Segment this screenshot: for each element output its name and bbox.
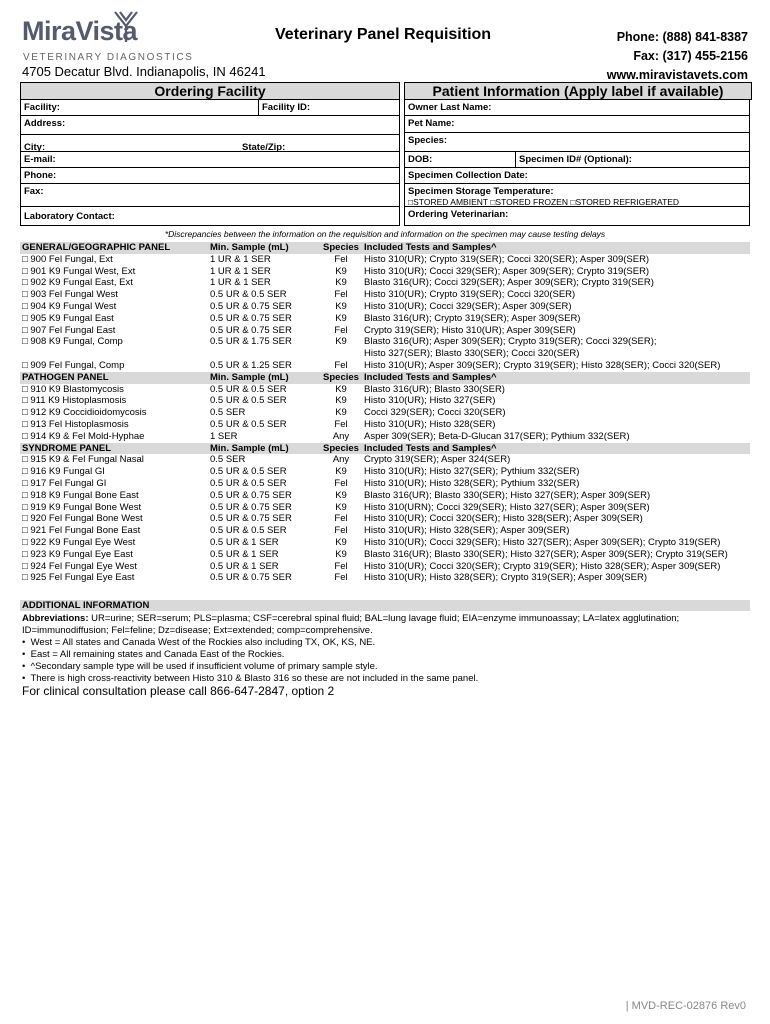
included-tests: Histo 310(UR); Histo 327(SER); Pythium 332(SER)	[364, 466, 580, 478]
species: Fel	[334, 289, 348, 301]
panel-option[interactable]: □ 919 K9 Fungal Bone West	[22, 501, 142, 513]
table-row	[20, 360, 750, 372]
panel-option[interactable]: □ 913 Fel Histoplasmosis	[22, 418, 129, 430]
min-sample: 1 UR & 1 SER	[210, 265, 271, 277]
table-row	[20, 348, 750, 360]
panel-option[interactable]: □ 901 K9 Fungal West, Ext	[22, 265, 136, 277]
min-sample: 0.5 UR & 0.5 SER	[210, 477, 287, 489]
species: Fel	[334, 253, 348, 265]
species	[318, 348, 362, 360]
min-sample: 0.5 UR & 1 SER	[210, 548, 279, 560]
bullet-text: East = All remaining states and Canada East of the Rockies.	[30, 649, 285, 660]
facility-field[interactable]: Facility:	[20, 99, 259, 116]
included-tests: Histo 310(UR); Cocci 329(SER); Asper 309(SER)	[364, 300, 572, 312]
panel-name-header: GENERAL/GEOGRAPHIC PANEL	[20, 242, 208, 254]
logo-mark-icon	[113, 10, 139, 44]
table-row	[20, 572, 750, 584]
state-zip-field[interactable]: State/Zip:	[242, 142, 286, 153]
min-sample: 1 SER	[210, 430, 238, 442]
panel-option[interactable]: □ 921 Fel Fungal Bone East	[22, 525, 141, 537]
species: K9	[335, 300, 347, 312]
included-tests: Blasto 316(UR); Blasto 330(SER); Histo 327(SER); Asper 309(SER)	[364, 489, 651, 501]
panel-option[interactable]: □ 911 K9 Histoplasmosis	[22, 395, 127, 407]
included-tests: Blasto 316(UR); Blasto 330(SER)	[364, 383, 505, 395]
city-state-row	[20, 134, 400, 152]
table-row	[20, 277, 750, 289]
page-title: Veterinary Panel Requisition	[275, 26, 492, 43]
included-tests-header: Included Tests and Samples^	[362, 372, 750, 384]
species: Fel	[334, 513, 348, 525]
panel-name-header: SYNDROME PANEL	[20, 443, 208, 455]
phone-text: Phone: (888) 841-8387	[616, 30, 748, 44]
species-header: Species	[318, 372, 362, 384]
table-row	[20, 513, 750, 525]
bullet-item: • East = All remaining states and Canada East of the Rockies.	[22, 649, 285, 660]
included-tests: Histo 310(UR); Histo 328(SER); Pythium 332(SER)	[364, 477, 580, 489]
storage-options[interactable]: □STORED AMBIENT □STORED FROZEN □STORED REFRIGERATED	[408, 197, 680, 207]
species: Fel	[334, 324, 348, 336]
table-row	[20, 502, 750, 514]
panel-option[interactable]: □ 915 K9 & Fel Fungal Nasal	[22, 454, 144, 466]
min-sample: 0.5 UR & 0.75 SER	[210, 312, 292, 324]
min-sample-header: Min. Sample (mL)	[208, 242, 318, 254]
bullet-text: There is high cross-reactivity between Histo 310 & Blasto 316 so these are not included in the same panel.	[30, 673, 479, 684]
website-link[interactable]: www.miravistavets.com	[606, 68, 748, 82]
species-field[interactable]: Species:	[404, 132, 750, 152]
species: K9	[335, 466, 347, 478]
species: K9	[335, 407, 347, 419]
panel-option[interactable]: □ 912 K9 Coccidioidomycosis	[22, 407, 147, 419]
panel-option	[20, 348, 208, 360]
additional-info-heading: ADDITIONAL INFORMATION	[20, 600, 750, 611]
panel-option[interactable]: □ 924 Fel Fungal Eye West	[22, 560, 137, 572]
min-sample: 0.5 UR & 0.5 SER	[210, 418, 287, 430]
logo-subtitle: VETERINARY DIAGNOSTICS	[23, 52, 194, 63]
bullet-text: West = All states and Canada West of the Rockies also including TX, OK, KS, NE.	[30, 637, 376, 648]
facility-id-field[interactable]: Facility ID:	[258, 99, 400, 116]
panel-option[interactable]: □ 902 K9 Fungal East, Ext	[22, 277, 133, 289]
included-tests: Histo 327(SER); Blasto 330(SER); Cocci 320(SER)	[364, 348, 580, 360]
dob-field[interactable]: DOB:	[404, 151, 516, 168]
bullet-item: • There is high cross-reactivity between Histo 310 & Blasto 316 so these are not included in the same panel.	[22, 673, 479, 684]
min-sample-header: Min. Sample (mL)	[208, 443, 318, 455]
min-sample: 0.5 UR & 1.25 SER	[210, 359, 292, 371]
abbreviations-text	[22, 613, 748, 625]
collection-date-field[interactable]: Specimen Collection Date:	[404, 167, 750, 184]
included-tests: Histo 310(UR); Cocci 320(SER); Crypto 319(SER); Histo 328(SER); Asper 309(SER)	[364, 560, 721, 572]
form-id-footer: | MVD-REC-02876 Rev0	[625, 1000, 746, 1012]
panel-option[interactable]: □ 914 K9 & Fel Mold-Hyphae	[22, 430, 145, 442]
abbreviations-body: UR=urine; SER=serum; PLS=plasma; CSF=cerebral spinal fluid; BAL=lung lavage fluid; EIA=enzyme immunoassay; LA=latex agglutination;	[88, 613, 680, 624]
species: K9	[335, 489, 347, 501]
species: Fel	[334, 359, 348, 371]
panel-option[interactable]: □ 907 Fel Fungal East	[22, 324, 116, 336]
table-row	[20, 490, 750, 502]
table-row	[20, 407, 750, 419]
min-sample: 1 UR & 1 SER	[210, 277, 271, 289]
min-sample: 0.5 UR & 0.5 SER	[210, 395, 287, 407]
species-header: Species	[318, 443, 362, 455]
ordering-facility-heading: Ordering Facility	[20, 82, 400, 100]
contact-block	[607, 28, 748, 85]
phone-field[interactable]: Phone:	[20, 167, 400, 184]
bullet-text: ^Secondary sample type will be used if insufficient volume of primary sample style.	[30, 661, 378, 672]
included-tests: Histo 310(UR); Crypto 319(SER); Cocci 320(SER)	[364, 289, 576, 301]
owner-name-field[interactable]: Owner Last Name:	[404, 99, 750, 116]
table-row	[20, 478, 750, 490]
panel-option[interactable]: □ 905 K9 Fungal East	[22, 312, 114, 324]
panel-option[interactable]: □ 922 K9 Fungal Eye West	[22, 536, 136, 548]
specimen-id-field[interactable]: Specimen ID# (Optional):	[515, 151, 750, 168]
table-row	[20, 301, 750, 313]
min-sample: 0.5 UR & 0.5 SER	[210, 383, 287, 395]
species: K9	[335, 501, 347, 513]
included-tests: Blasto 316(UR); Crypto 319(SER); Asper 309(SER)	[364, 312, 581, 324]
table-row	[20, 431, 750, 443]
table-row	[20, 325, 750, 337]
min-sample: 1 UR & 1 SER	[210, 253, 271, 265]
abbreviations-label: Abbreviations:	[22, 613, 89, 624]
included-tests: Blasto 316(UR); Cocci 329(SER); Asper 309(SER); Crypto 319(SER)	[364, 277, 654, 289]
abbreviations-text-2: ID=immunodiffusion; Fel=feline; Dz=disease; Ext=extended; comp=comprehensive.	[22, 625, 373, 636]
included-tests: Histo 310(UR); Cocci 329(SER); Asper 309(SER); Crypto 319(SER)	[364, 265, 650, 277]
species: K9	[335, 536, 347, 548]
included-tests-header: Included Tests and Samples^	[362, 242, 750, 254]
storage-field	[404, 183, 750, 207]
fax-field[interactable]: Fax:	[20, 183, 400, 207]
species: K9	[335, 383, 347, 395]
included-tests: Cocci 329(SER); Cocci 320(SER)	[364, 407, 506, 419]
included-tests: Blasto 316(UR); Asper 309(SER); Crypto 319(SER); Cocci 329(SER);	[364, 336, 657, 348]
panel-option[interactable]: □ 920 Fel Fungal Bone West	[22, 513, 143, 525]
min-sample: 0.5 UR & 0.75 SER	[210, 513, 292, 525]
included-tests: Histo 310(UR); Cocci 320(SER); Histo 328(SER); Asper 309(SER)	[364, 513, 643, 525]
species: K9	[335, 336, 347, 348]
species: Fel	[334, 572, 348, 584]
panel-option[interactable]: □ 917 Fel Fungal GI	[22, 477, 107, 489]
table-row	[20, 561, 750, 573]
min-sample: 0.5 UR & 1 SER	[210, 560, 279, 572]
panel-option[interactable]: □ 903 Fel Fungal West	[22, 289, 118, 301]
species: K9	[335, 277, 347, 289]
included-tests: Histo 310(UR); Cocci 329(SER); Histo 327(SER); Asper 309(SER); Crypto 319(SER)	[364, 536, 721, 548]
storage-label: Specimen Storage Temperature:	[408, 186, 554, 197]
species: K9	[335, 312, 347, 324]
lab-address: 4705 Decatur Blvd. Indianapolis, IN 46241	[22, 64, 266, 79]
patient-info-heading: Patient Information (Apply label if available)	[404, 82, 752, 100]
min-sample: 0.5 UR & 0.5 SER	[210, 466, 287, 478]
table-row	[20, 525, 750, 537]
panel-option[interactable]: □ 900 Fel Fungal, Ext	[22, 253, 113, 265]
included-tests-header: Included Tests and Samples^	[362, 443, 750, 455]
included-tests: Blasto 316(UR); Blasto 330(SER); Histo 327(SER); Asper 309(SER); Crypto 319(SER)	[364, 548, 728, 560]
table-row	[20, 313, 750, 325]
species-header: Species	[318, 242, 362, 254]
included-tests: Histo 310(UR); Histo 328(SER); Crypto 319(SER); Asper 309(SER)	[364, 572, 647, 584]
included-tests: Histo 310(UR); Histo 328(SER)	[364, 418, 496, 430]
included-tests: Crypto 319(SER); Asper 324(SER)	[364, 454, 511, 466]
species: K9	[335, 548, 347, 560]
min-sample: 0.5 UR & 0.75 SER	[210, 572, 292, 584]
table-row	[20, 336, 750, 348]
species: Fel	[334, 477, 348, 489]
species: Any	[332, 454, 350, 466]
ordering-vet-field[interactable]: Ordering Veterinarian:	[404, 206, 750, 226]
disclaimer-note: *Discrepancies between the information on the requisition and information on the specimen may cause testing delays	[164, 229, 606, 239]
logo-wordmark: MiraVista	[22, 16, 138, 46]
included-tests: Histo 310(UR); Histo 327(SER)	[364, 395, 496, 407]
species: Fel	[334, 560, 348, 572]
panel-option[interactable]: □ 923 K9 Fungal Eye East	[22, 548, 133, 560]
pet-name-field[interactable]: Pet Name:	[404, 115, 750, 133]
included-tests: Histo 310(UR); Histo 328(SER); Asper 309(SER)	[364, 525, 570, 537]
table-row	[20, 266, 750, 278]
species: Any	[332, 430, 350, 442]
table-row	[20, 289, 750, 301]
min-sample-header: Min. Sample (mL)	[208, 372, 318, 384]
species: K9	[335, 395, 347, 407]
species: K9	[335, 265, 347, 277]
included-tests: Histo 310(UR); Crypto 319(SER); Cocci 320(SER); Asper 309(SER)	[364, 253, 650, 265]
min-sample: 0.5 UR & 0.5 SER	[210, 525, 287, 537]
fax-text: Fax: (317) 455-2156	[633, 49, 748, 63]
min-sample	[208, 348, 318, 360]
bullet-item: • ^Secondary sample type will be used if insufficient volume of primary sample style.	[22, 661, 378, 672]
min-sample: 0.5 UR & 0.75 SER	[210, 489, 292, 501]
table-row	[20, 395, 750, 407]
lab-contact-field[interactable]: Laboratory Contact:	[20, 206, 400, 226]
panel-option[interactable]: □ 908 K9 Fungal, Comp	[22, 336, 123, 348]
consultation-line: For clinical consultation please call 866-647-2847, option 2	[22, 684, 335, 698]
min-sample: 0.5 SER	[210, 407, 246, 419]
panel-option[interactable]: □ 918 K9 Fungal Bone East	[22, 489, 139, 501]
table-row	[20, 419, 750, 431]
email-field[interactable]: E-mail:	[20, 151, 400, 168]
panel-option[interactable]: □ 910 K9 Blastomycosis	[22, 383, 124, 395]
panel-option[interactable]: □ 909 Fel Fungal, Comp	[22, 359, 125, 371]
bullet-item: • West = All states and Canada West of the Rockies also including TX, OK, KS, NE.	[22, 637, 376, 648]
table-row	[20, 254, 750, 266]
table-row	[20, 549, 750, 561]
table-row	[20, 466, 750, 478]
min-sample: 0.5 UR & 1 SER	[210, 536, 279, 548]
section-header-row	[20, 372, 750, 384]
min-sample: 0.5 UR & 0.75 SER	[210, 501, 292, 513]
included-tests: Histo 310(URN); Cocci 329(SER); Histo 327(SER); Asper 309(SER)	[364, 501, 650, 513]
panel-option[interactable]: □ 916 K9 Fungal GI	[22, 466, 105, 478]
section-header-row	[20, 443, 750, 455]
section-header-row	[20, 242, 750, 254]
min-sample: 0.5 UR & 0.75 SER	[210, 324, 292, 336]
included-tests: Asper 309(SER); Beta-D-Glucan 317(SER); Pythium 332(SER)	[364, 430, 630, 442]
species: Fel	[334, 418, 348, 430]
species: Fel	[334, 525, 348, 537]
additional-info-box	[20, 611, 750, 699]
table-row	[20, 384, 750, 396]
table-row	[20, 454, 750, 466]
min-sample: 0.5 SER	[210, 454, 246, 466]
min-sample: 0.5 UR & 0.5 SER	[210, 289, 287, 301]
address-field[interactable]: Address:	[20, 115, 400, 135]
panel-option[interactable]: □ 904 K9 Fungal West	[22, 300, 117, 312]
included-tests: Crypto 319(SER); Histo 310(UR); Asper 309(SER)	[364, 324, 576, 336]
included-tests: Histo 310(UR); Asper 309(SER); Crypto 319(SER); Histo 328(SER); Cocci 320(SER)	[364, 359, 721, 371]
panel-table	[20, 242, 750, 584]
min-sample: 0.5 UR & 0.75 SER	[210, 300, 292, 312]
min-sample: 0.5 UR & 1.75 SER	[210, 336, 292, 348]
city-field[interactable]: City:	[24, 142, 46, 153]
panel-name-header: PATHOGEN PANEL	[20, 372, 208, 384]
table-row	[20, 537, 750, 549]
panel-option[interactable]: □ 925 Fel Fungal Eye East	[22, 572, 135, 584]
